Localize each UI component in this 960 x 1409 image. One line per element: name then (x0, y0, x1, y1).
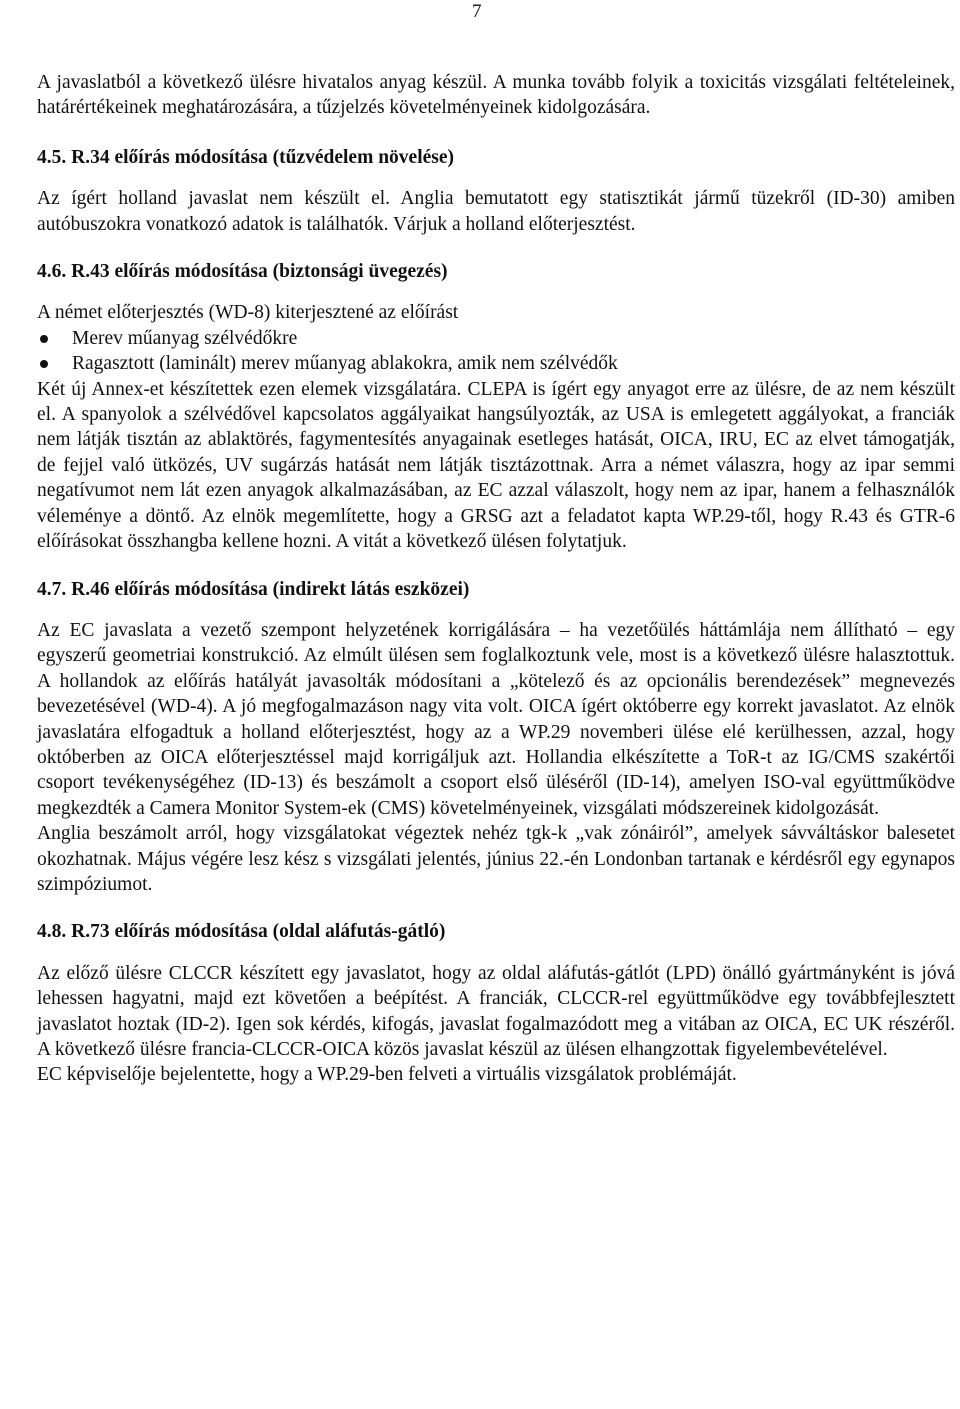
bullet-item (37, 351, 955, 376)
section-4-8-paragraph: EC képviselője bejelentette, hogy a WP.29-ben felveti a virtuális vizsgálatok problémáját. (37, 1064, 737, 1086)
bullet-item (37, 326, 955, 351)
section-4-8-paragraph: Az előző ülésre CLCCR készített egy javaslatot, hogy az oldal aláfutás-gátlót (LPD) önálló gyártmányként is jóvá lehessen hagyatni, majd ezt követően a beépítést. A franciák, CLCCR-rel együttműködve egy továbbfejlesztett javaslatot hoztak (ID-2). Igen sok kérdés, kifogás, javaslat fogalmazódott meg a vitában az OICA, EC UK részéről. A következő ülésre francia-CLCCR-OICA közös javaslat készül az ülésen elhangzottak figyelembevételével. (37, 962, 955, 1060)
intro-paragraph: A javaslatból a következő ülésre hivatalos anyag készül. A munka tovább folyik a toxicitás vizsgálati feltételeinek, határértékeinek meghatározására, a tűzjelzés követelményeinek kidolgozására. (37, 72, 955, 119)
bullet-icon (40, 360, 48, 368)
bullet-icon (40, 335, 48, 343)
bullet-text: Ragasztott (laminált) merev műanyag ablakokra, amik nem szélvédők (72, 353, 618, 375)
section-heading-4-7: 4.7. R.46 előírás módosítása (indirekt látás eszközei) (37, 578, 470, 600)
section-4-7-paragraph: Az EC javaslata a vezető szempont helyzetének korrigálására – ha vezetőülés háttámlája nem állítható – egy egyszerű geometriai konstrukció. Az elmúlt ülésen sem foglalkoztunk vele, most is a következő ülésre halasztottuk. A hollandok az előírás hatályát javasolták módosítani a „kötelező és az opcionális berendezések” megnevezés bevezetésével (WD-4). A jó megfogalmazáson nagy vita volt. OICA ígért októberre egy korrekt javaslatot. Az elnök javaslatára elfogadtuk a holland előterjesztést, hogy az a WP.29 novemberi ülése elé kerülhessen, azzal, hogy októberben az OICA előterjesztéssel majd korrigáljuk azt. Hollandia elkészítette a ToR-t az IG/CMS szakértői csoport tevékenységéhez (ID-13) és beszámolt a csoport első üléséről (ID-14), amelyen ISO-val együttműködve megkezdték a Camera Monitor System-ek (CMS) követelményeinek, vizsgálati módszereinek kidolgozását. (37, 619, 955, 819)
section-heading-4-5: 4.5. R.34 előírás módosítása (tűzvédelem növelése) (37, 146, 455, 168)
section-4-6-lead: A német előterjesztés (WD-8) kiterjesztené az előírást (37, 302, 459, 324)
bullet-text: Merev műanyag szélvédőkre (72, 327, 298, 349)
section-4-5-paragraph: Az ígért holland javaslat nem készült el. Anglia bemutatott egy statisztikát jármű tüzekről (ID-30) amiben autóbuszokra vonatkozó adatok is találhatók. Várjuk a holland előterjesztést. (37, 188, 955, 235)
page-number: 7 (472, 1, 482, 22)
section-4-6-paragraph: Két új Annex-et készítettek ezen elemek vizsgálatára. CLEPA is ígért egy anyagot erre az ülésre, de az nem készült el. A spanyolok a szélvédővel kapcsolatos aggályaikat hangsúlyozták, az USA is emlegetett aggályokat, a franciák nem látják tisztán az ablaktörés, fagymentesítés anyagainak esetleges hatását, OICA, IRU, EC az elvet támogatják, de fejjel való ütközés, UV sugárzás hatását nem látják tisztázottnak. Arra a német válaszra, hogy az ipar semmi negatívumot nem lát ezen anyagok alkalmazásában, az EC azzal válaszolt, hogy nem az ipar, hanem a felhasználók véleménye a döntő. Az elnök megemlítette, hogy a GRSG azt a feladatot kapta WP.29-től, hogy R.43 és GTR-6 előírásokat összhangba kellene hozni. A vitát a következő ülésen folytatjuk. (37, 378, 955, 553)
section-4-7-paragraph: Anglia beszámolt arról, hogy vizsgálatokat végeztek nehéz tgk-k „vak zónáiról”, amelyek sávváltáskor balesetet okozhatnak. Május végére lesz kész s vizsgálati jelentés, június 22.-én Londonban tartanak e kérdésről egy egynapos szimpóziumot. (37, 823, 955, 895)
section-heading-4-6: 4.6. R.43 előírás módosítása (biztonsági üvegezés) (37, 261, 448, 283)
document-body (37, 70, 955, 1088)
section-heading-4-8: 4.8. R.73 előírás módosítása (oldal aláfutás-gátló) (37, 921, 446, 943)
bullet-list (37, 326, 955, 377)
